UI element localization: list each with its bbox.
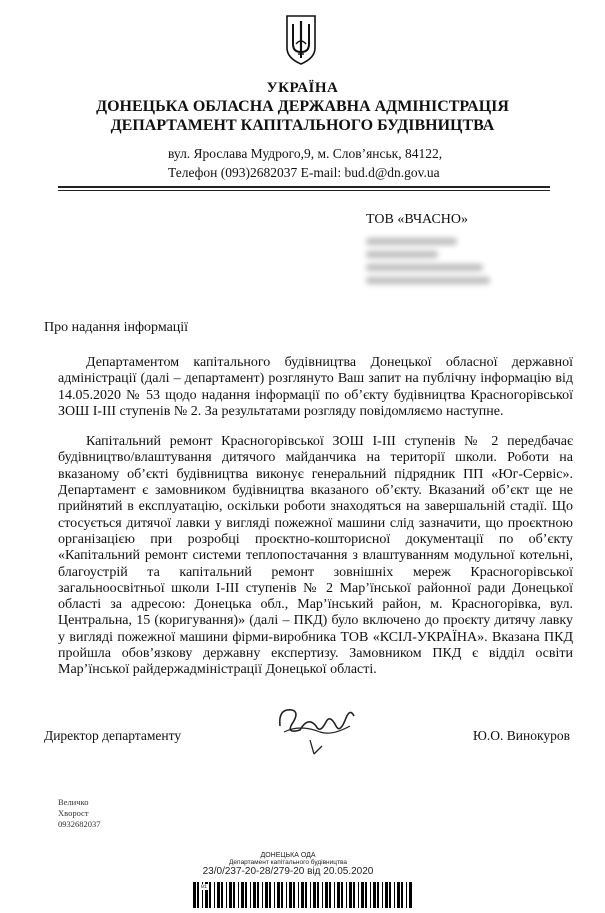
header-divider-thin bbox=[58, 190, 550, 191]
signatory-title: Директор департаменту bbox=[44, 728, 182, 743]
letter-paragraph: Департаментом капітального будівництва Донецької обласної державної адміністрації (далі – департамент) розглянуто Ваш запит на публічну інформацію від 14.05.2020 № 53 щодо надання інформації по об’єкту будівництва Красногорівської ЗОШ І-ІІІ ступенів № 2. За результатами розгляду повідомляємо наступне. bbox=[58, 355, 573, 419]
coat-of-arms-icon bbox=[284, 14, 318, 66]
redacted-recipient-address bbox=[366, 232, 496, 288]
stamp-line-2: Департамент капітального будівництва bbox=[229, 859, 347, 866]
country-heading: УКРАЇНА bbox=[266, 80, 339, 96]
contacts-line: Телефон (093)2682037 E-mail: bud.d@dn.gov.ua bbox=[168, 165, 440, 180]
executor-info bbox=[58, 797, 101, 830]
letter-paragraph: Капітальний ремонт Красногорівської ЗОШ І-ІІІ ступенів № 2 передбачає будівництво/влаштування дитячого майданчика на території школи. Роботи на вказаному об’єкті будівництва виконує генеральний підрядник ПП «Юг-Сервіс». Департамент є замовником будівництва вказаного об’єкту. Вказаний об’єкт ще не прийнятий в експлуатацію, оскільки роботи знаходяться на завершальній стадії. Що стосується дитячої лавки у вигляді пожежної машини слід зазначити, що проєктною організацією при розробці проєктно-кошторисної документації по об’єкту «Капітальний ремонт системи теплопостачання з влаштуванням модульної котельні, благоустрій та капітальний ремонт зовнішніх мереж Красногорівської загальноосвітньої школи І-ІІІ ступенів № 2 Мар’їнської районної ради Донецької області за адресою: Донецька обл., Мар’їнський район, м. Красногорівка, вул. Центральна, 15 (коригування)» (далі – ПКД) було включено до проєкту дитячу лавку у вигляді пожежної машини фірми-виробника ТОВ «КСІЛ-УКРАЇНА». Вказана ПКД пройшла обов’язкову державну експертизу. Замовником ПКД є відділ освіти Мар’їнської райдержадміністрації Донецької області. bbox=[58, 434, 573, 678]
stamp-line-1: ДОНЕЦЬКА ОДА bbox=[260, 852, 316, 859]
barcode-number: 01 bbox=[201, 884, 208, 890]
address-line: вул. Ярослава Мудрого,9, м. Слов’янськ, 84122, bbox=[168, 146, 443, 161]
organization-name: ДОНЕЦЬКА ОБЛАСНА ДЕРЖАВНА АДМІНІСТРАЦІЯ bbox=[96, 98, 509, 115]
handwritten-signature bbox=[270, 696, 360, 758]
registration-stamp bbox=[188, 852, 388, 877]
barcode bbox=[193, 882, 413, 908]
letter-subject: Про надання інформації bbox=[44, 320, 189, 335]
department-name: ДЕПАРТАМЕНТ КАПІТАЛЬНОГО БУДІВНИЦТВА bbox=[110, 117, 495, 134]
recipient-name: ТОВ «ВЧАСНО» bbox=[366, 212, 469, 227]
stamp-registration-number: 23/0/237-20-28/279-20 від 20.05.2020 bbox=[202, 866, 374, 877]
executor-phone: 0932682037 bbox=[58, 819, 101, 829]
executor-given-name: Хворост bbox=[58, 808, 89, 818]
signatory-name: Ю.О. Винокуров bbox=[473, 728, 570, 743]
header-divider-thick bbox=[58, 186, 550, 188]
letter-body bbox=[58, 355, 573, 693]
executor-surname: Величко bbox=[58, 797, 89, 807]
